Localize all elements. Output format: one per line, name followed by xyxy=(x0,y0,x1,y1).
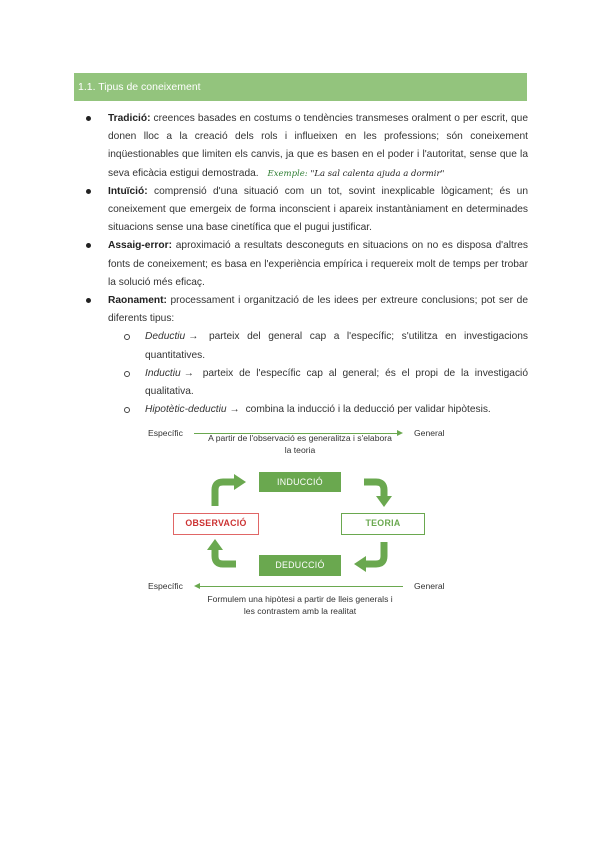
text-assaig-error: aproximació a resultats desconeguts en situacions on no es disposa d'altres fonts de coneixement; es basa en l'experiència empírica i requereix molt de temps per trobar la solució més eficaç. xyxy=(108,240,528,288)
example-text: "La sal calenta ajuda a dormir" xyxy=(310,168,445,179)
bottom-caption-line2: les contrastem amb la realitat xyxy=(243,606,357,616)
box-observacio: OBSERVACIÓ xyxy=(173,513,259,535)
curved-arrow-icon-bottom-left xyxy=(207,539,236,564)
text-hipotetic-deductiu: combina la inducció i la deducció per validar hipòtesis. xyxy=(242,404,491,416)
sub-item-inductiu xyxy=(124,365,528,401)
list-item-raonament xyxy=(86,292,528,328)
term-raonament: Raonament: xyxy=(108,295,167,307)
knowledge-types-list xyxy=(86,110,528,328)
list-item-intuicio xyxy=(86,183,528,238)
bottom-caption xyxy=(190,593,410,617)
arrow-icon: → xyxy=(188,331,199,343)
curved-arrow-icon-top-right xyxy=(364,482,392,507)
top-caption xyxy=(200,432,400,456)
box-teoria: TEORIA xyxy=(341,513,425,535)
reasoning-cycle-diagram xyxy=(200,428,400,458)
box-deduccio: DEDUCCIÓ xyxy=(259,555,341,576)
curved-arrow-icon-top-left xyxy=(215,474,246,506)
top-caption-line2: la teoria xyxy=(284,445,316,455)
list-item-assaig-error xyxy=(86,237,528,292)
list-item-tradicio xyxy=(86,110,528,183)
bottom-axis-line xyxy=(199,586,403,587)
box-induccio: INDUCCIÓ xyxy=(259,472,341,492)
section-header xyxy=(74,73,527,101)
term-hipotetic-deductiu: Hipotètic-deductiu xyxy=(145,404,227,416)
sub-item-hipotetic-deductiu xyxy=(124,401,528,419)
text-intuicio: comprensió d'una situació com un tot, sovint inexplicable lògicament; és un coneixement que emergeix de forma inconscient i apareix instantàniament en determinades situacions sense una base cinetífica que el pugui justificar. xyxy=(108,185,528,234)
text-deductiu: parteix del general cap a l'específic; s'utilitza en investigacions quantitatives. xyxy=(145,331,528,361)
term-deductiu: Deductiu xyxy=(145,331,186,343)
bottom-right-general: General xyxy=(414,581,445,591)
top-left-specific: Específic xyxy=(148,428,183,438)
sub-item-deductiu xyxy=(124,328,528,364)
term-assaig-error: Assaig-error: xyxy=(108,240,172,252)
term-inductiu: Inductiu xyxy=(145,367,181,379)
section-title: 1.1. Tipus de coneixement xyxy=(78,81,201,93)
content-body xyxy=(86,110,528,419)
bottom-axis-arrow-icon xyxy=(194,583,200,589)
top-right-general: General xyxy=(414,428,445,438)
term-intuicio: Intuïció: xyxy=(108,185,148,197)
arrow-icon: → xyxy=(229,404,240,416)
example-label: Exemple: xyxy=(267,168,308,179)
text-inductiu: parteix de l'específic cap al general; és el propi de la investigació qualitativa. xyxy=(145,367,528,398)
top-caption-line1: A partir de l'observació es generalitza i s'elabora xyxy=(208,433,392,443)
bottom-caption-line1: Formulem una hipòtesi a partir de lleis generals i xyxy=(207,594,393,604)
arrow-icon: → xyxy=(183,367,194,379)
term-tradicio: Tradició: xyxy=(108,113,151,124)
curved-arrow-icon-bottom-right xyxy=(354,542,384,572)
reasoning-types-list xyxy=(86,328,528,419)
text-tradicio: creences basades en costums o tendències transmeses oralment o per escrit, que donen lloc a la creació dels rols i influeixen en les professions; són coneixement inqüestionables que limiten els canvis, ja que es basen en el poder i l'autoritat, sense que la seva eficàcia estigui demostrada. xyxy=(108,113,528,179)
bottom-left-specific: Específic xyxy=(148,581,183,591)
text-raonament: processament i organització de les idees per extreure conclusions; pot ser de diferents tipus: xyxy=(108,295,528,325)
